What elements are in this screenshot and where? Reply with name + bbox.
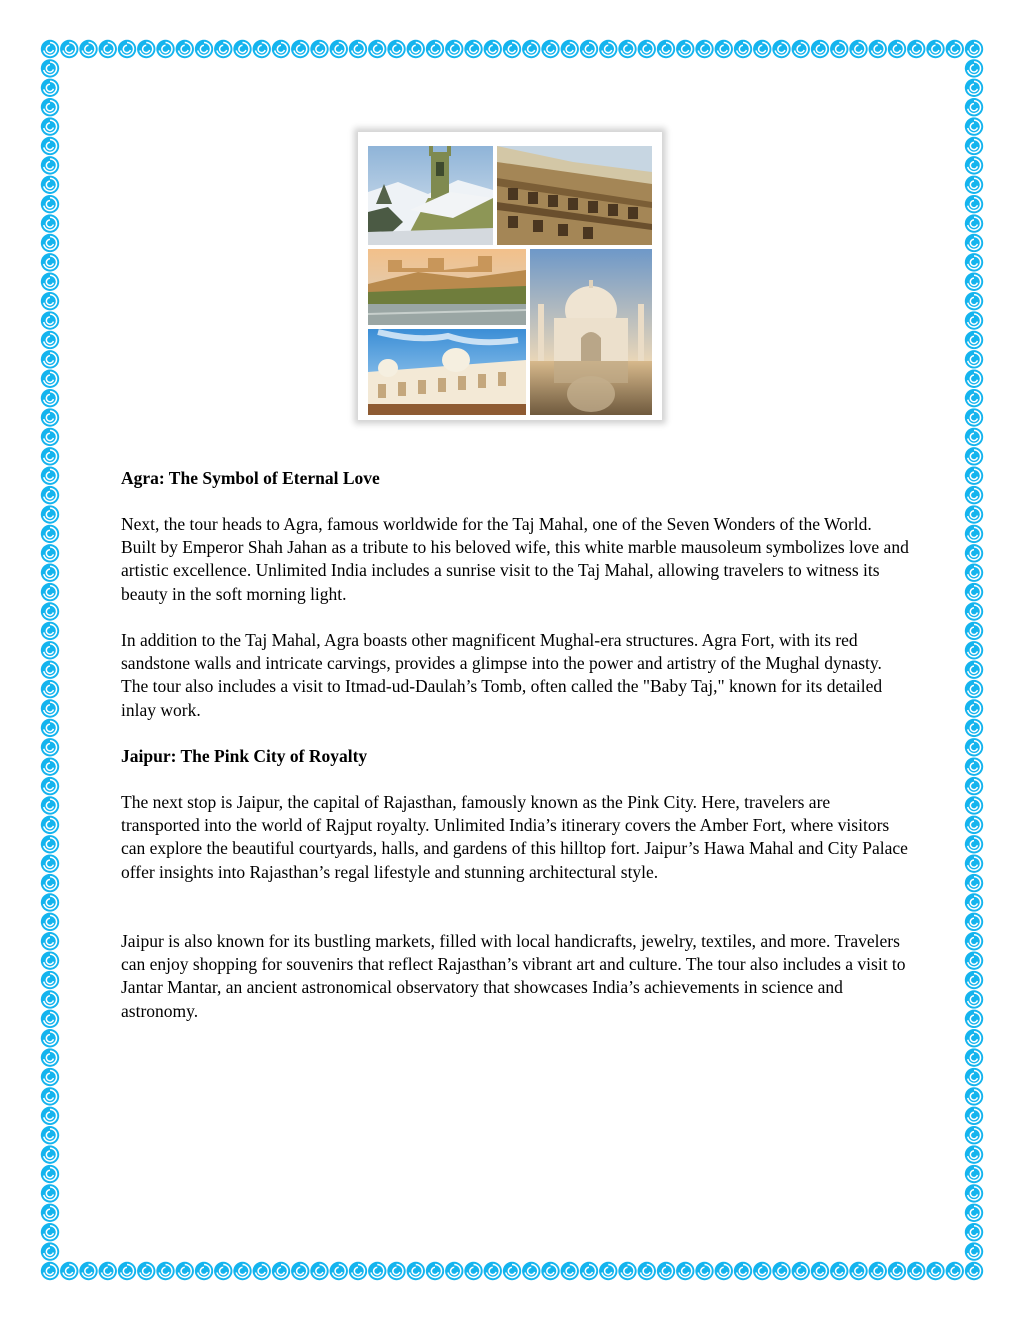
border-spiral-icon bbox=[291, 1262, 309, 1280]
border-spiral-icon bbox=[118, 40, 136, 58]
border-spiral-icon bbox=[41, 40, 59, 58]
border-spiral-icon bbox=[41, 234, 59, 252]
border-spiral-icon bbox=[965, 486, 983, 504]
border-spiral-icon bbox=[330, 1262, 348, 1280]
border-spiral-icon bbox=[965, 699, 983, 717]
border-spiral-icon bbox=[387, 1262, 405, 1280]
border-spiral-icon bbox=[41, 777, 59, 795]
border-spiral-icon bbox=[41, 1242, 59, 1260]
border-spiral-icon bbox=[41, 486, 59, 504]
border-spiral-icon bbox=[330, 40, 348, 58]
border-spiral-icon bbox=[445, 1262, 463, 1280]
border-spiral-icon bbox=[387, 40, 405, 58]
border-spiral-icon bbox=[753, 1262, 771, 1280]
border-spiral-icon bbox=[849, 1262, 867, 1280]
border-spiral-icon bbox=[41, 176, 59, 194]
border-spiral-icon bbox=[484, 1262, 502, 1280]
border-spiral-icon bbox=[965, 719, 983, 737]
border-spiral-icon bbox=[965, 1145, 983, 1163]
border-spiral-icon bbox=[638, 1262, 656, 1280]
border-spiral-icon bbox=[965, 1262, 983, 1280]
border-spiral-icon bbox=[522, 40, 540, 58]
border-spiral-icon bbox=[965, 660, 983, 678]
jaipur-paragraph-2: Jaipur is also known for its bustling markets, filled with local handicrafts, jewelry, textiles, and more. Travelers can enjoy shopping for souvenirs that reflect Rajasthan’s vibrant art and culture. The tour also includes a visit to Jantar Mantar, an ancient astronomical observatory that showcases India’s achievements in science and astronomy. bbox=[121, 931, 906, 1021]
jaipur-heading: Jaipur: The Pink City of Royalty bbox=[121, 746, 368, 766]
border-spiral-icon bbox=[368, 40, 386, 58]
border-spiral-icon bbox=[41, 893, 59, 911]
border-spiral-icon bbox=[965, 796, 983, 814]
agra-paragraph-1: Next, the tour heads to Agra, famous worldwide for the Taj Mahal, one of the Seven Wonders of the World. Built by Emperor Shah Jahan as a tribute to his beloved wife, this white marble mausoleum symbolizes love and artistic excellence. Unlimited India includes a sunrise visit to the Taj Mahal, allowing travelers to witness its beauty in the soft morning light. bbox=[121, 514, 909, 604]
border-spiral-icon bbox=[41, 389, 59, 407]
border-spiral-icon bbox=[580, 40, 598, 58]
border-spiral-icon bbox=[965, 40, 983, 58]
border-spiral-icon bbox=[79, 1262, 97, 1280]
border-spiral-icon bbox=[965, 117, 983, 135]
border-spiral-icon bbox=[965, 816, 983, 834]
border-spiral-icon bbox=[715, 40, 733, 58]
border-spiral-icon bbox=[41, 757, 59, 775]
border-spiral-icon bbox=[349, 40, 367, 58]
border-spiral-icon bbox=[965, 59, 983, 77]
border-spiral-icon bbox=[965, 505, 983, 523]
white-palace-photo bbox=[368, 329, 526, 415]
border-spiral-icon bbox=[41, 1010, 59, 1028]
border-spiral-icon bbox=[41, 951, 59, 969]
border-spiral-icon bbox=[41, 564, 59, 582]
haveli-facade-photo bbox=[497, 146, 652, 245]
border-spiral-icon bbox=[195, 1262, 213, 1280]
taj-mahal-reflection-photo bbox=[530, 249, 652, 415]
border-spiral-icon bbox=[811, 40, 829, 58]
border-spiral-icon bbox=[233, 40, 251, 58]
border-spiral-icon bbox=[41, 1107, 59, 1125]
border-spiral-icon bbox=[907, 40, 925, 58]
border-spiral-icon bbox=[41, 447, 59, 465]
border-spiral-icon bbox=[503, 40, 521, 58]
border-spiral-icon bbox=[965, 370, 983, 388]
border-spiral-icon bbox=[888, 1262, 906, 1280]
border-spiral-icon bbox=[41, 874, 59, 892]
border-spiral-icon bbox=[137, 40, 155, 58]
border-spiral-icon bbox=[965, 1242, 983, 1260]
border-spiral-icon bbox=[41, 1184, 59, 1202]
border-spiral-icon bbox=[965, 176, 983, 194]
border-spiral-icon bbox=[734, 1262, 752, 1280]
border-spiral-icon bbox=[41, 59, 59, 77]
border-spiral-icon bbox=[618, 40, 636, 58]
border-spiral-icon bbox=[41, 1145, 59, 1163]
border-spiral-icon bbox=[41, 699, 59, 717]
border-spiral-icon bbox=[310, 40, 328, 58]
border-spiral-icon bbox=[965, 893, 983, 911]
border-spiral-icon bbox=[965, 1029, 983, 1047]
border-spiral-icon bbox=[965, 583, 983, 601]
border-spiral-icon bbox=[561, 1262, 579, 1280]
agra-heading: Agra: The Symbol of Eternal Love bbox=[121, 468, 380, 488]
border-spiral-icon bbox=[407, 1262, 425, 1280]
border-spiral-icon bbox=[176, 1262, 194, 1280]
border-spiral-icon bbox=[272, 40, 290, 58]
border-spiral-icon bbox=[965, 1184, 983, 1202]
border-spiral-icon bbox=[368, 1262, 386, 1280]
border-spiral-icon bbox=[926, 1262, 944, 1280]
border-spiral-icon bbox=[41, 331, 59, 349]
border-spiral-icon bbox=[792, 1262, 810, 1280]
border-spiral-icon bbox=[965, 1126, 983, 1144]
border-spiral-icon bbox=[41, 1087, 59, 1105]
border-spiral-icon bbox=[41, 292, 59, 310]
border-spiral-icon bbox=[41, 408, 59, 426]
border-spiral-icon bbox=[41, 156, 59, 174]
border-spiral-icon bbox=[214, 40, 232, 58]
border-spiral-icon bbox=[41, 1068, 59, 1086]
border-spiral-icon bbox=[464, 1262, 482, 1280]
agra-paragraph-2: In addition to the Taj Mahal, Agra boasts other magnificent Mughal-era structures. Agra Fort, with its red sandstone walls and intricate carvings, provides a glimpse into the power and artistry of the Mughal dynasty. The tour also includes a visit to Itmad-ud-Daulah’s Tomb, often called the "Baby Taj," known for its detailed inlay work. bbox=[121, 630, 883, 720]
border-spiral-icon bbox=[41, 816, 59, 834]
border-spiral-icon bbox=[965, 777, 983, 795]
border-spiral-icon bbox=[541, 40, 559, 58]
border-spiral-icon bbox=[41, 1048, 59, 1066]
border-spiral-icon bbox=[41, 253, 59, 271]
border-spiral-icon bbox=[638, 40, 656, 58]
border-spiral-icon bbox=[41, 1165, 59, 1183]
border-spiral-icon bbox=[41, 641, 59, 659]
border-spiral-icon bbox=[772, 1262, 790, 1280]
border-spiral-icon bbox=[965, 932, 983, 950]
border-spiral-icon bbox=[965, 234, 983, 252]
border-spiral-icon bbox=[965, 835, 983, 853]
border-spiral-icon bbox=[156, 40, 174, 58]
border-spiral-icon bbox=[60, 40, 78, 58]
border-spiral-icon bbox=[41, 680, 59, 698]
border-spiral-icon bbox=[195, 40, 213, 58]
border-spiral-icon bbox=[233, 1262, 251, 1280]
border-spiral-icon bbox=[926, 40, 944, 58]
border-spiral-icon bbox=[715, 1262, 733, 1280]
border-spiral-icon bbox=[41, 505, 59, 523]
photo-collage bbox=[358, 132, 662, 420]
border-spiral-icon bbox=[99, 40, 117, 58]
border-spiral-icon bbox=[41, 79, 59, 97]
border-spiral-icon bbox=[407, 40, 425, 58]
border-spiral-icon bbox=[965, 389, 983, 407]
border-spiral-icon bbox=[965, 428, 983, 446]
border-spiral-icon bbox=[734, 40, 752, 58]
border-spiral-icon bbox=[965, 1010, 983, 1028]
border-spiral-icon bbox=[41, 1029, 59, 1047]
border-spiral-icon bbox=[41, 1223, 59, 1241]
border-spiral-icon bbox=[41, 195, 59, 213]
border-spiral-icon bbox=[849, 40, 867, 58]
border-spiral-icon bbox=[618, 1262, 636, 1280]
border-spiral-icon bbox=[965, 1223, 983, 1241]
border-spiral-icon bbox=[41, 602, 59, 620]
border-spiral-icon bbox=[41, 370, 59, 388]
border-spiral-icon bbox=[965, 738, 983, 756]
border-spiral-icon bbox=[869, 1262, 887, 1280]
border-spiral-icon bbox=[41, 932, 59, 950]
border-spiral-icon bbox=[176, 40, 194, 58]
border-spiral-icon bbox=[965, 971, 983, 989]
border-spiral-icon bbox=[965, 854, 983, 872]
border-spiral-icon bbox=[965, 525, 983, 543]
border-spiral-icon bbox=[946, 1262, 964, 1280]
border-spiral-icon bbox=[965, 331, 983, 349]
border-spiral-icon bbox=[561, 40, 579, 58]
border-spiral-icon bbox=[253, 1262, 271, 1280]
border-spiral-icon bbox=[503, 1262, 521, 1280]
border-spiral-icon bbox=[41, 660, 59, 678]
border-spiral-icon bbox=[41, 214, 59, 232]
border-spiral-icon bbox=[272, 1262, 290, 1280]
border-spiral-icon bbox=[99, 1262, 117, 1280]
border-spiral-icon bbox=[41, 137, 59, 155]
border-spiral-icon bbox=[965, 1068, 983, 1086]
border-spiral-icon bbox=[676, 40, 694, 58]
border-spiral-icon bbox=[60, 1262, 78, 1280]
border-spiral-icon bbox=[599, 40, 617, 58]
border-spiral-icon bbox=[445, 40, 463, 58]
border-spiral-icon bbox=[657, 40, 675, 58]
border-spiral-icon bbox=[965, 311, 983, 329]
hill-station-church-photo bbox=[368, 146, 493, 245]
border-spiral-icon bbox=[965, 1087, 983, 1105]
border-spiral-icon bbox=[965, 990, 983, 1008]
border-spiral-icon bbox=[965, 602, 983, 620]
border-spiral-icon bbox=[41, 117, 59, 135]
border-spiral-icon bbox=[484, 40, 502, 58]
border-spiral-icon bbox=[41, 583, 59, 601]
border-spiral-icon bbox=[41, 913, 59, 931]
border-spiral-icon bbox=[41, 796, 59, 814]
border-spiral-icon bbox=[965, 195, 983, 213]
border-spiral-icon bbox=[41, 738, 59, 756]
border-spiral-icon bbox=[41, 854, 59, 872]
jaipur-paragraph-1: The next stop is Jaipur, the capital of Rajasthan, famously known as the Pink City. Here, travelers are transported into the world of Rajput royalty. Unlimited India’s itinerary covers the Amber Fort, where visitors can explore the beautiful courtyards, halls, and gardens of this hilltop fort. Jaipur’s Hawa Mahal and City Palace offer insights into Rajasthan’s regal lifestyle and stunning architectural style. bbox=[121, 792, 908, 882]
border-spiral-icon bbox=[965, 447, 983, 465]
border-spiral-icon bbox=[464, 40, 482, 58]
border-spiral-icon bbox=[965, 951, 983, 969]
border-spiral-icon bbox=[965, 292, 983, 310]
border-spiral-icon bbox=[349, 1262, 367, 1280]
border-spiral-icon bbox=[580, 1262, 598, 1280]
border-spiral-icon bbox=[41, 273, 59, 291]
border-spiral-icon bbox=[965, 641, 983, 659]
border-spiral-icon bbox=[426, 1262, 444, 1280]
border-spiral-icon bbox=[946, 40, 964, 58]
border-spiral-icon bbox=[965, 913, 983, 931]
border-spiral-icon bbox=[118, 1262, 136, 1280]
border-spiral-icon bbox=[965, 253, 983, 271]
border-spiral-icon bbox=[253, 40, 271, 58]
border-spiral-icon bbox=[41, 990, 59, 1008]
border-spiral-icon bbox=[41, 544, 59, 562]
border-spiral-icon bbox=[41, 622, 59, 640]
border-spiral-icon bbox=[599, 1262, 617, 1280]
border-spiral-icon bbox=[41, 98, 59, 116]
border-spiral-icon bbox=[965, 79, 983, 97]
border-spiral-icon bbox=[657, 1262, 675, 1280]
border-spiral-icon bbox=[426, 40, 444, 58]
border-spiral-icon bbox=[41, 1204, 59, 1222]
border-spiral-icon bbox=[965, 622, 983, 640]
border-spiral-icon bbox=[41, 835, 59, 853]
border-spiral-icon bbox=[965, 1204, 983, 1222]
border-spiral-icon bbox=[965, 467, 983, 485]
border-spiral-icon bbox=[676, 1262, 694, 1280]
border-spiral-icon bbox=[695, 40, 713, 58]
border-spiral-icon bbox=[541, 1262, 559, 1280]
border-spiral-icon bbox=[137, 1262, 155, 1280]
border-spiral-icon bbox=[965, 350, 983, 368]
border-spiral-icon bbox=[41, 719, 59, 737]
border-spiral-icon bbox=[41, 311, 59, 329]
border-spiral-icon bbox=[965, 98, 983, 116]
border-spiral-icon bbox=[965, 544, 983, 562]
border-spiral-icon bbox=[965, 680, 983, 698]
border-spiral-icon bbox=[156, 1262, 174, 1280]
border-spiral-icon bbox=[792, 40, 810, 58]
border-spiral-icon bbox=[888, 40, 906, 58]
border-spiral-icon bbox=[291, 40, 309, 58]
border-spiral-icon bbox=[41, 971, 59, 989]
border-spiral-icon bbox=[695, 1262, 713, 1280]
border-spiral-icon bbox=[965, 273, 983, 291]
border-spiral-icon bbox=[41, 1262, 59, 1280]
border-spiral-icon bbox=[830, 40, 848, 58]
hill-fort-lake-photo bbox=[368, 249, 526, 325]
border-spiral-icon bbox=[41, 1126, 59, 1144]
border-spiral-icon bbox=[522, 1262, 540, 1280]
border-spiral-icon bbox=[965, 1107, 983, 1125]
border-spiral-icon bbox=[965, 214, 983, 232]
border-spiral-icon bbox=[907, 1262, 925, 1280]
border-spiral-icon bbox=[830, 1262, 848, 1280]
border-spiral-icon bbox=[965, 408, 983, 426]
border-spiral-icon bbox=[41, 525, 59, 543]
border-spiral-icon bbox=[41, 428, 59, 446]
border-spiral-icon bbox=[772, 40, 790, 58]
border-spiral-icon bbox=[965, 564, 983, 582]
border-spiral-icon bbox=[79, 40, 97, 58]
border-spiral-icon bbox=[965, 1048, 983, 1066]
border-spiral-icon bbox=[41, 350, 59, 368]
border-spiral-icon bbox=[965, 156, 983, 174]
border-spiral-icon bbox=[965, 137, 983, 155]
border-spiral-icon bbox=[965, 757, 983, 775]
border-spiral-icon bbox=[310, 1262, 328, 1280]
border-spiral-icon bbox=[965, 1165, 983, 1183]
border-spiral-icon bbox=[41, 467, 59, 485]
border-spiral-icon bbox=[811, 1262, 829, 1280]
border-spiral-icon bbox=[214, 1262, 232, 1280]
border-spiral-icon bbox=[869, 40, 887, 58]
border-spiral-icon bbox=[965, 874, 983, 892]
border-spiral-icon bbox=[753, 40, 771, 58]
